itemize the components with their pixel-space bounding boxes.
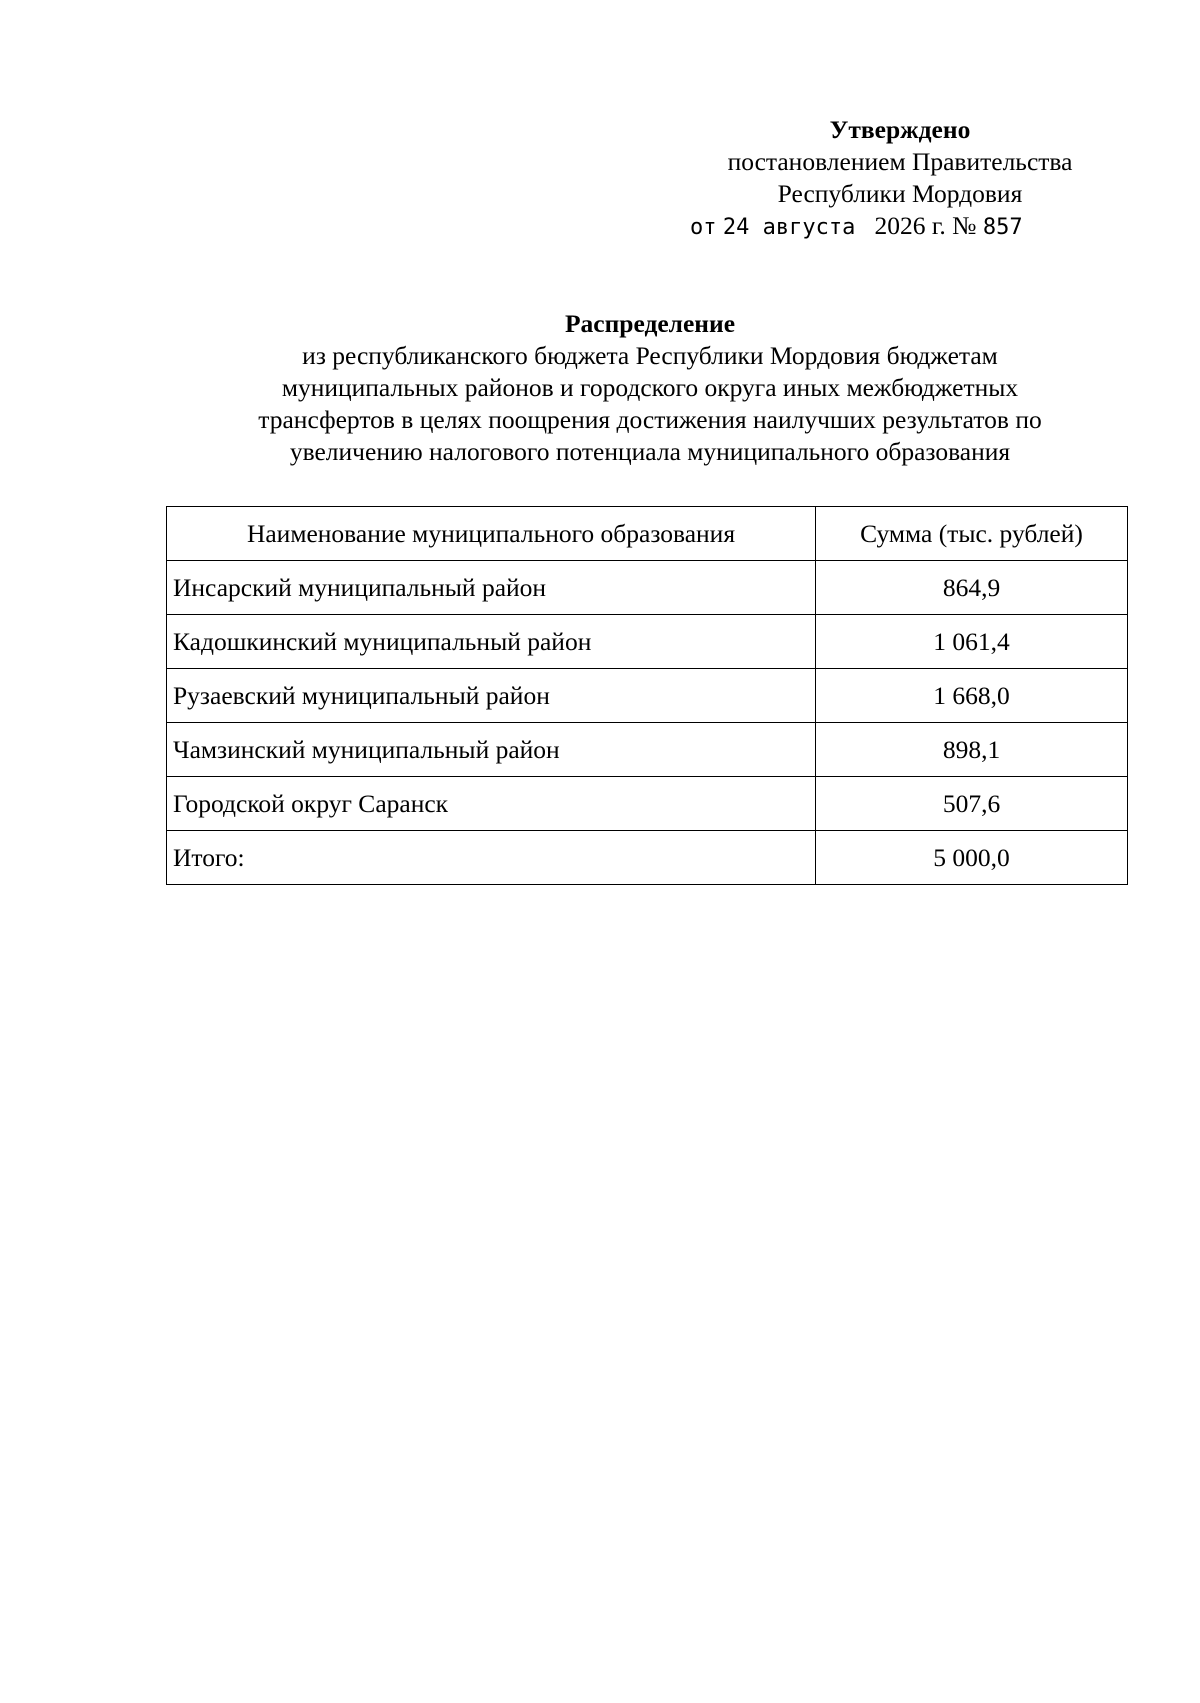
distribution-table [166, 506, 1128, 885]
approval-stamp [690, 114, 1110, 244]
table-row [167, 723, 1128, 777]
table-row [167, 669, 1128, 723]
date-day-month: 24 августа [722, 215, 856, 240]
table-row [167, 615, 1128, 669]
subtitle-line: из республиканского бюджета Республики Мордовия бюджетам [302, 341, 998, 370]
row-name: Рузаевский муниципальный район [167, 669, 816, 723]
row-sum: 507,6 [816, 777, 1128, 831]
row-sum: 864,9 [816, 561, 1128, 615]
header-name: Наименование муниципального образования [167, 507, 816, 561]
approval-line-2: Республики Мордовия [777, 179, 1023, 208]
subtitle-line: муниципальных районов и городского округа иных межбюджетных [281, 373, 1019, 402]
header-sum: Сумма (тыс. рублей) [816, 507, 1128, 561]
total-sum: 5 000,0 [816, 831, 1128, 885]
row-sum: 1 061,4 [816, 615, 1128, 669]
decree-number: 857 [982, 215, 1023, 240]
approval-date-line [690, 210, 1110, 244]
subtitle-line: трансфертов в целях поощрения достижения наилучших результатов по [258, 405, 1042, 434]
row-name: Инсарский муниципальный район [167, 561, 816, 615]
table-row [167, 561, 1128, 615]
total-label: Итого: [167, 831, 816, 885]
row-sum: 1 668,0 [816, 669, 1128, 723]
row-name: Чамзинский муниципальный район [167, 723, 816, 777]
approval-line-1: постановлением Правительства [727, 147, 1073, 176]
subtitle-line: увеличению налогового потенциала муниципального образования [289, 437, 1011, 466]
document-title-block [160, 308, 1140, 468]
row-name: Кадошкинский муниципальный район [167, 615, 816, 669]
approval-title: Утверждено [829, 115, 971, 144]
document-heading: Распределение [564, 309, 736, 338]
total-row [167, 831, 1128, 885]
table-row [167, 777, 1128, 831]
date-prefix: от [690, 215, 717, 240]
table-header-row [167, 507, 1128, 561]
date-year: 2026 г. № [874, 211, 977, 240]
row-name: Городской округ Саранск [167, 777, 816, 831]
row-sum: 898,1 [816, 723, 1128, 777]
